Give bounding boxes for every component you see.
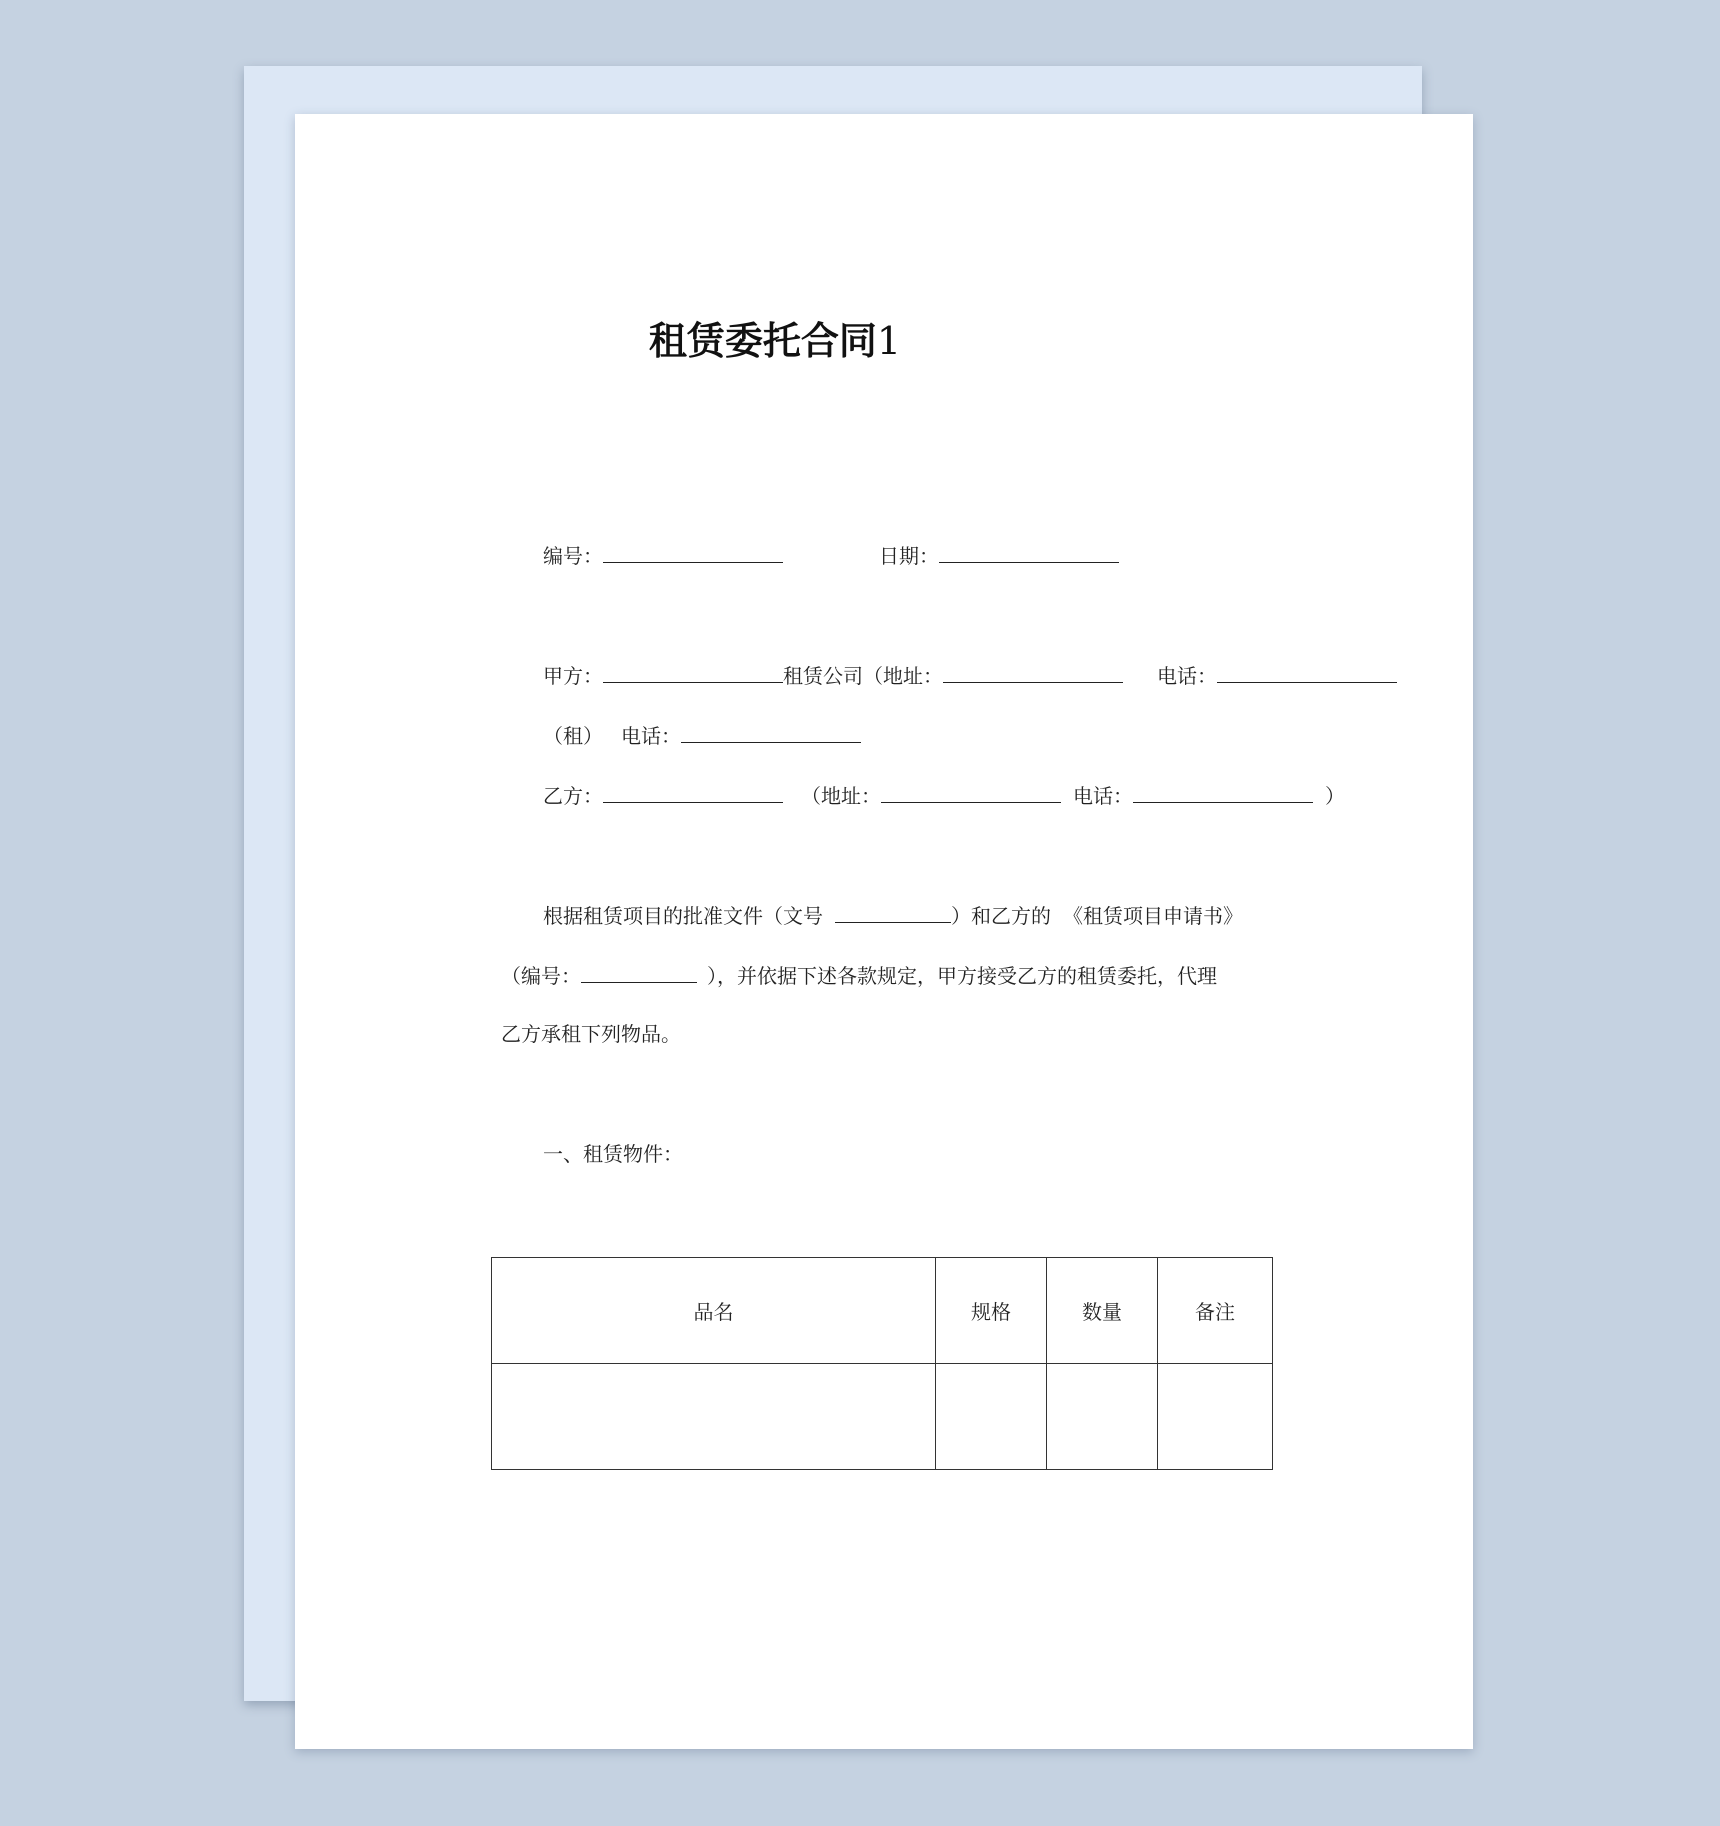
party-b-address-label: （地址： — [801, 784, 881, 808]
party-a-blank[interactable] — [603, 662, 783, 683]
document-title — [295, 310, 1255, 365]
rental-items-table — [491, 1257, 1273, 1470]
para-text-2b: ），并依据下述各款规定，甲方接受乙方的租赁委托，代理 — [707, 964, 1217, 988]
rent-label: （租） — [543, 724, 603, 748]
section-1-heading — [543, 1142, 683, 1166]
title-text: 租赁委托合同 — [648, 319, 877, 363]
party-b-label: 乙方： — [543, 784, 603, 808]
party-a-phone-blank[interactable] — [1217, 662, 1397, 683]
paragraph-line-3 — [501, 1022, 681, 1046]
number-blank[interactable] — [603, 542, 783, 563]
party-b-line — [543, 782, 1345, 808]
date-label: 日期： — [879, 544, 939, 568]
table-row — [492, 1364, 1273, 1470]
paragraph-line-2 — [501, 962, 1217, 988]
party-a-company-label: 租赁公司（地址： — [783, 664, 943, 688]
header-cell-spec: 规格 — [936, 1258, 1047, 1364]
party-a-line — [543, 662, 1397, 688]
party-a-address-blank[interactable] — [943, 662, 1123, 683]
para-text-2a: （编号： — [501, 964, 581, 988]
party-b-address-blank[interactable] — [881, 782, 1061, 803]
section-1-heading-text: 一、租赁物件： — [543, 1142, 683, 1166]
date-blank[interactable] — [939, 542, 1119, 563]
para-text-1b: ）和乙方的 — [951, 904, 1051, 928]
cell-spec[interactable] — [936, 1364, 1047, 1470]
rent-phone-label: 电话： — [621, 724, 681, 748]
title-suffix: 1 — [876, 319, 902, 363]
para-text-1c: 《租赁项目申请书》 — [1063, 904, 1243, 928]
party-b-phone-blank[interactable] — [1133, 782, 1313, 803]
party-b-close-paren: ） — [1325, 784, 1345, 808]
para-text-1a: 根据租赁项目的批准文件（文号 — [543, 904, 823, 928]
cell-name[interactable] — [492, 1364, 936, 1470]
header-cell-remarks: 备注 — [1158, 1258, 1273, 1364]
party-b-phone-label: 电话： — [1073, 784, 1133, 808]
application-number-blank[interactable] — [581, 962, 697, 983]
document-page — [295, 114, 1473, 1749]
party-a-label: 甲方： — [543, 664, 603, 688]
doc-number-blank[interactable] — [835, 902, 951, 923]
header-cell-quantity: 数量 — [1047, 1258, 1158, 1364]
number-label: 编号： — [543, 544, 603, 568]
cell-quantity[interactable] — [1047, 1364, 1158, 1470]
party-b-blank[interactable] — [603, 782, 783, 803]
para-text-3: 乙方承租下列物品。 — [501, 1022, 681, 1046]
rent-phone-blank[interactable] — [681, 722, 861, 743]
meta-line — [543, 542, 1119, 568]
cell-remarks[interactable] — [1158, 1364, 1273, 1470]
header-cell-name: 品名 — [492, 1258, 936, 1364]
table-header-row — [492, 1258, 1273, 1364]
party-a-rent-line — [543, 722, 861, 748]
party-a-phone-label: 电话： — [1157, 664, 1217, 688]
paragraph-line-1 — [543, 902, 1243, 928]
